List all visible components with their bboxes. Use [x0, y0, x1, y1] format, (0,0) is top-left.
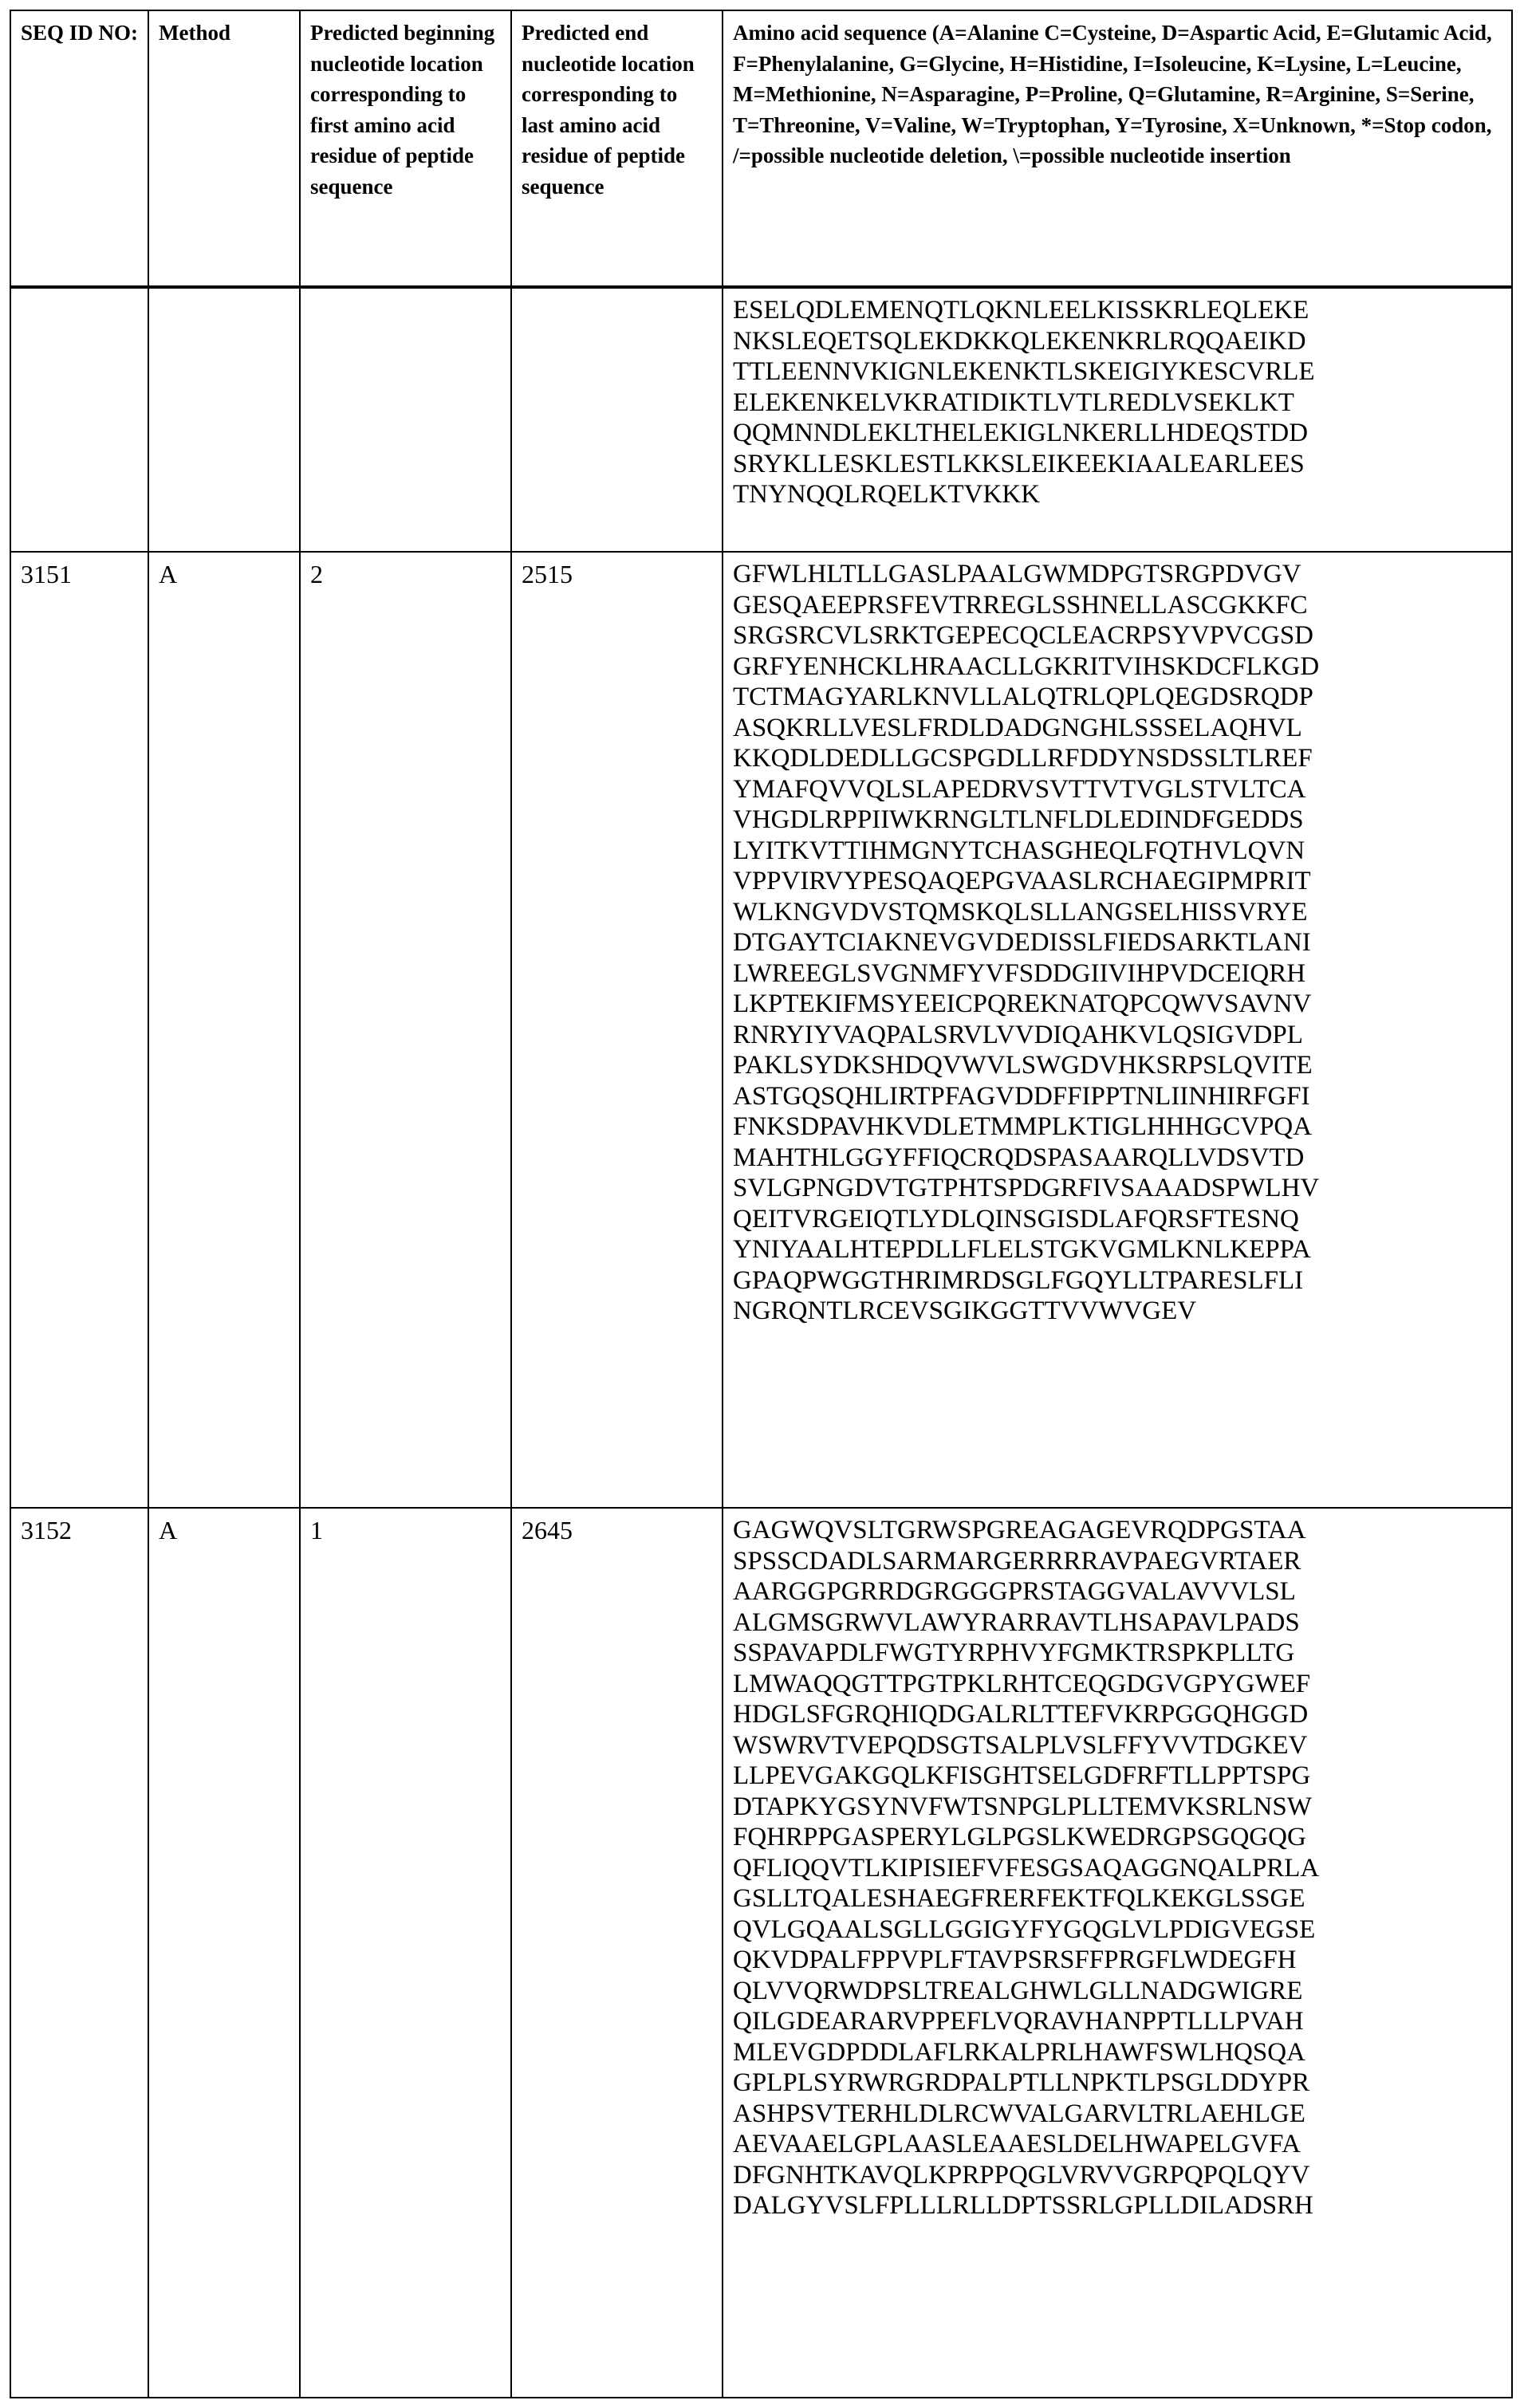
sequence-line: TNYNQQLRQELKTVKKK — [733, 480, 1040, 509]
sequence-line: SSPAVAPDLFWGTYRPHVYFGMKTRSPKPLLTG — [733, 1639, 1295, 1667]
sequence-line: WLKNGVDVSTQMSKQLSLLANGSELHISSVRYE — [733, 897, 1308, 927]
sequence-line: DALGYVSLFPLLLRLLDPTSSRLGPLLDILADSRH — [733, 2191, 1313, 2220]
method-cell: A — [148, 1508, 300, 2398]
sequence-line: GFWLHLTLLGASLPAALGWMDPGTSRGPDVGV — [733, 560, 1301, 588]
header-method: Method — [148, 10, 300, 287]
sequence-line: FNKSDPAVHKVDLETMMPLKTIGLHHHGCVPQA — [733, 1112, 1313, 1141]
sequence-line: GAGWQVSLTGRWSPGREAGAGEVRQDPGSTAA — [733, 1516, 1306, 1544]
header-seq-id: SEQ ID NO: — [10, 10, 148, 287]
header-begin-location: Predicted beginning nucleotide location corresponding to first amino acid residue of peptide sequence — [300, 10, 511, 287]
sequence-line: VHGDLRPPIIWKRNGLTLNFLDLEDINDFGEDDS — [733, 805, 1304, 834]
sequence-line: GPLPLSYRWRGRDPALPTLLNPKTLPSGLDDYPR — [733, 2068, 1310, 2097]
sequence-line: GESQAEEPRSFEVTRREGLSSHNELLASCGKKFC — [733, 590, 1308, 620]
sequence-line: QLVVQRWDPSLTREALGHWLGLLNADGWIGRE — [733, 1976, 1303, 2005]
sequence-line: QFLIQQVTLKIPISIEFVFESGSAQAGGNQALPRLA — [733, 1853, 1320, 1883]
sequence-line: LLPEVGAKGQLKFISGHTSELGDFRFTLLPPTSPG — [733, 1761, 1311, 1790]
sequence-line: ALGMSGRWVLAWYRARRAVTLHSAPAVLPADS — [733, 1607, 1300, 1637]
sequence-line: DTAPKYGSYNVFWTSNPGLPLLTEMVKSRLNSW — [733, 1792, 1312, 1821]
sequence-line: ASHPSVTERHLDLRCWVALGARVLTRLAEHLGE — [733, 2099, 1305, 2128]
end-cell: 2645 — [511, 1508, 723, 2398]
sequence-line: VPPVIRVYPESQAQEPGVAASLRCHAEGIPMPRIT — [733, 867, 1311, 895]
seq-id-cell: 3151 — [10, 552, 148, 1508]
sequence-line: KKQDLDEDLLGCSPGDLLRFDDYNSDSSLTLREF — [733, 744, 1313, 773]
begin-cell: 2 — [300, 552, 511, 1508]
header-row — [10, 10, 1512, 287]
sequence-line: QILGDEARARVPPEFLVQRAVHANPPTLLLPVAH — [733, 2007, 1304, 2036]
sequence-line: ASQKRLLVESLFRDLDADGNGHLSSSELAQHVL — [733, 713, 1302, 742]
end-cell — [511, 287, 723, 552]
end-cell: 2515 — [511, 552, 723, 1508]
sequence-line: YNIYAALHTEPDLLFLELSTGKVGMLKNLKEPPA — [733, 1235, 1311, 1264]
table-row — [10, 287, 1512, 552]
sequence-line: AARGGPGRRDGRGGGPRSTAGGVALAVVVLSL — [733, 1577, 1296, 1606]
sequence-line: QEITVRGEIQTLYDLQINSGISDLAFQRSFTESNQ — [733, 1204, 1299, 1234]
sequence-line: NGRQNTLRCEVSGIKGGTTVVWVGEV — [733, 1296, 1197, 1325]
method-cell: A — [148, 552, 300, 1508]
sequence-line: GPAQPWGGTHRIMRDSGLFGQYLLTPARESLFLI — [733, 1265, 1304, 1295]
sequence-line: YMAFQVVQLSLAPEDRVSVTTVTVGLSTVLTCA — [733, 774, 1306, 804]
sequence-line: DFGNHTKAVQLKPRPPQGLVRVVGRPQPQLQYV — [733, 2160, 1310, 2190]
seq-id-cell: 3152 — [10, 1508, 148, 2398]
sequence-line: RNRYIYVAQPALSRVLVVDIQAHKVLQSIGVDPL — [733, 1020, 1303, 1049]
sequence-line: ASTGQSQHLIRTPFAGVDDFFIPPTNLIINHIRFGFI — [733, 1081, 1310, 1111]
header-end-location: Predicted end nucleotide location corresponding to last amino acid residue of peptide sequence — [511, 10, 723, 287]
sequence-line: MAHTHLGGYFFIQCRQDSPASAARQLLVDSVTD — [733, 1143, 1305, 1172]
table-row — [10, 552, 1512, 1508]
sequence-line: TCTMAGYARLKNVLLALQTRLQPLQEGDSRQDP — [733, 683, 1313, 711]
sequence-line: HDGLSFGRQHIQDGALRLTTEFVKRPGGQHGGD — [733, 1700, 1309, 1729]
sequence-line: GRFYENHCKLHRAACLLGKRITVIHSKDCFLKGD — [733, 651, 1320, 681]
sequence-line: QQMNNDLEKLTHELEKIGLNKERLLHDEQSTDD — [733, 419, 1309, 447]
method-cell — [148, 287, 300, 552]
sequence-line: FQHRPPGASPERYLGLPGSLKWEDRGPSGQGQG — [733, 1823, 1306, 1851]
sequence-line: LMWAQQGTTPGTPKLRHTCEQGDGVGPYGWEF — [733, 1669, 1311, 1698]
sequence-line: SRYKLLESKLESTLKKSLEIKEEKIAALEARLEES — [733, 449, 1305, 478]
sequence-line: WSWRVTVEPQDSGTSALPLVSLFFYVVTDGKEV — [733, 1730, 1308, 1760]
begin-cell — [300, 287, 511, 552]
sequence-line: AEVAAELGPLAASLEAAESLDELHWAPELGVFA — [733, 2130, 1301, 2158]
sequence-line: SVLGPNGDVTGTPHTSPDGRFIVSAAADSPWLHV — [733, 1174, 1320, 1202]
sequence-line: GSLLTQALESHAEGFRERFEKTFQLKEKGLSSGE — [733, 1884, 1305, 1913]
sequence-line: ELEKENKELVKRATIDIKTLVTLREDLVSEKLKT — [733, 388, 1294, 417]
sequence-cell — [723, 287, 1512, 552]
seq-id-cell — [10, 287, 148, 552]
table-row — [10, 1508, 1512, 2398]
sequence-line: LWREEGLSVGNMFYVFSDDGIIVIHPVDCEIQRH — [733, 958, 1306, 988]
sequence-line: DTGAYTCIAKNEVGVDEDISSLFIEDSARKTLANI — [733, 928, 1311, 957]
sequence-line: NKSLEQETSQLEKDKKQLEKENKRLRQQAEIKD — [733, 326, 1306, 356]
sequence-cell — [723, 1508, 1512, 2398]
sequence-line: PAKLSYDKSHDQVWVLSWGDVHKSRPSLQVITE — [733, 1051, 1313, 1080]
sequence-line: QVLGQAALSGLLGGIGYFYGQGLVLPDIGVEGSE — [733, 1914, 1316, 1944]
begin-cell: 1 — [300, 1508, 511, 2398]
sequence-line: QKVDPALFPPVPLFTAVPSRSFFPRGFLWDEGFH — [733, 1946, 1297, 1974]
sequence-line: MLEVGDPDDLAFLRKALPRLHAWFSWLHQSQA — [733, 2037, 1305, 2067]
sequence-line: SPSSCDADLSARMARGERRRRAVPAEGVRTAER — [733, 1546, 1301, 1576]
sequence-line: ESELQDLEMENQTLQKNLEELKISSKRLEQLEKE — [733, 296, 1309, 325]
sequence-line: TTLEENNVKIGNLEKENKTLSKEIGIYKESCVRLE — [733, 357, 1315, 386]
header-amino-acid-sequence: Amino acid sequence (A=Alanine C=Cysteine, D=Aspartic Acid, E=Glutamic Acid, F=Phenylalanine, G=Glycine, H=Histidine, I=Isoleucine, K=Lysine, L=Leucine, M=Methionine, N=Asparagine, P=Proline, Q=Glutamine, R=Arginine, S=Serine, T=Threonine, V=Valine, W=Tryptophan, Y=Tyrosine, X=Unknown, *=Stop codon, /=possible nucleotide deletion, \=possible nucleotide insertion — [723, 10, 1512, 287]
sequence-line: SRGSRCVLSRKTGEPECQCLEACRPSYVPVCGSD — [733, 621, 1314, 650]
sequence-line: LKPTEKIFMSYEEICPQREKNATQPCQWVSAVNV — [733, 990, 1312, 1018]
sequence-table — [10, 10, 1513, 2398]
sequence-cell — [723, 552, 1512, 1508]
sequence-line: LYITKVTTIHMGNYTCHASGHEQLFQTHVLQVN — [733, 836, 1305, 865]
